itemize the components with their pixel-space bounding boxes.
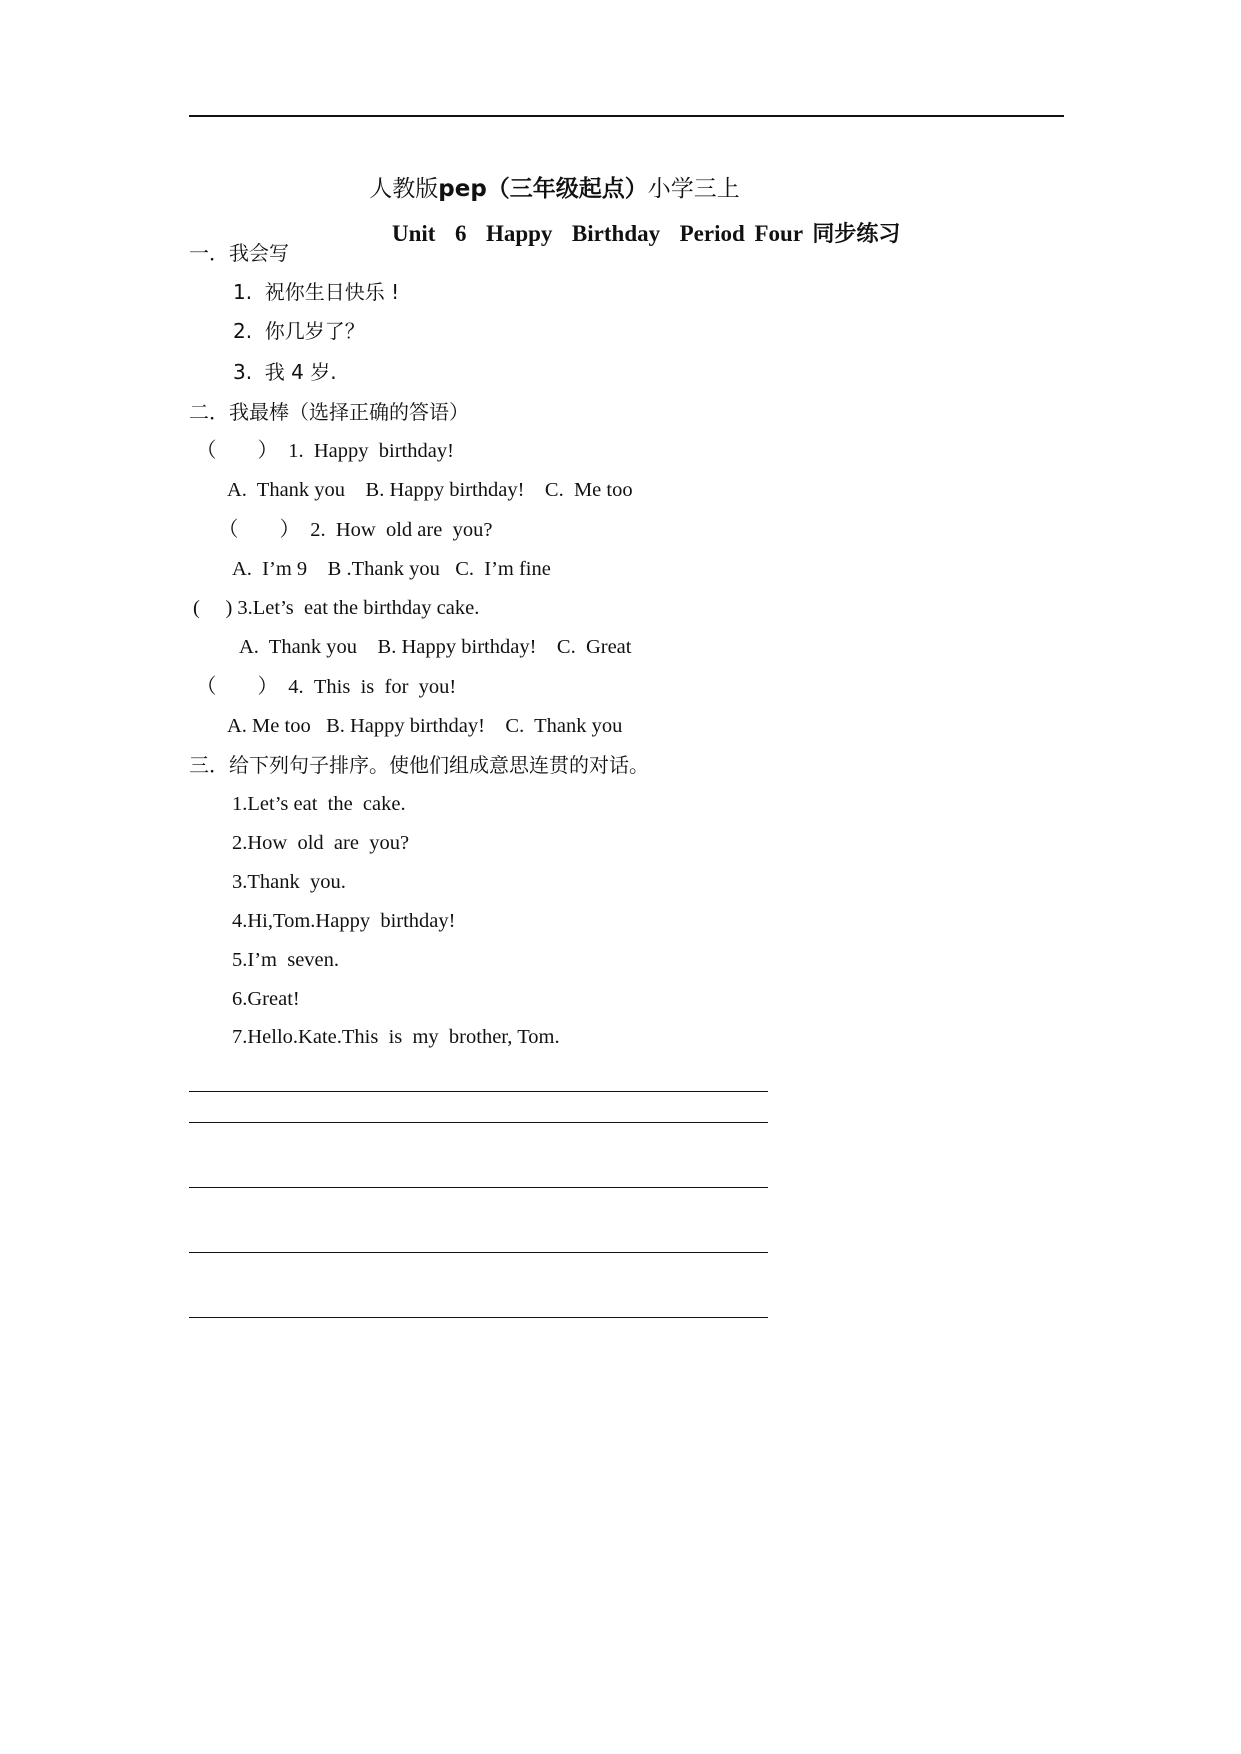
dialogue-sentence: 6.Great! bbox=[232, 988, 300, 1010]
question-stem: （ ） 2. How old are you? bbox=[218, 519, 493, 541]
section1-item: 3. 我 4 岁. bbox=[233, 360, 337, 384]
worksheet-title-line2 bbox=[353, 198, 900, 271]
question-stem: （ ） 4. This is for you! bbox=[196, 676, 457, 698]
dialogue-sentence: 1.Let’s eat the cake. bbox=[232, 793, 406, 815]
title-unit: Unit 6 Happy Birthday Period Four bbox=[392, 221, 813, 246]
answer-line[interactable] bbox=[189, 1317, 768, 1318]
title-edition: pep（三年级起点） bbox=[438, 176, 648, 202]
answer-line[interactable] bbox=[189, 1252, 768, 1253]
question-options: A. I’m 9 B .Thank you C. I’m fine bbox=[232, 558, 551, 580]
title-practice: 同步练习 bbox=[812, 222, 901, 247]
section1-item: 1. 祝你生日快乐 ! bbox=[233, 280, 400, 304]
dialogue-sentence: 2.How old are you? bbox=[232, 832, 410, 854]
dialogue-sentence: 7.Hello.Kate.This is my brother, Tom. bbox=[232, 1026, 560, 1048]
dialogue-sentence: 5.I’m seven. bbox=[232, 949, 340, 971]
question-options: A. Thank you B. Happy birthday! C. Me too bbox=[227, 479, 633, 501]
question-options: A. Me too B. Happy birthday! C. Thank you bbox=[227, 715, 623, 737]
answer-line[interactable] bbox=[189, 1091, 768, 1092]
section2-heading: 二．我最棒（选择正确的答语） bbox=[189, 400, 469, 424]
question-stem: （ ） 1. Happy birthday! bbox=[196, 440, 454, 462]
question-stem: ( ) 3.Let’s eat the birthday cake. bbox=[193, 597, 480, 619]
section3-heading: 三．给下列句子排序。使他们组成意思连贯的对话。 bbox=[189, 753, 649, 777]
answer-line[interactable] bbox=[189, 1122, 768, 1123]
dialogue-sentence: 3.Thank you. bbox=[232, 871, 346, 893]
section1-item: 2. 你几岁了？ bbox=[233, 319, 365, 343]
dialogue-sentence: 4.Hi,Tom.Happy birthday! bbox=[232, 910, 456, 932]
section1-heading: 一．我会写 bbox=[189, 241, 289, 265]
answer-line[interactable] bbox=[189, 1187, 768, 1188]
header-rule bbox=[189, 115, 1064, 117]
title-grade: 小学三上 bbox=[647, 176, 740, 202]
question-options: A. Thank you B. Happy birthday! C. Great bbox=[239, 636, 632, 658]
title-publisher: 人教版 bbox=[369, 176, 439, 202]
